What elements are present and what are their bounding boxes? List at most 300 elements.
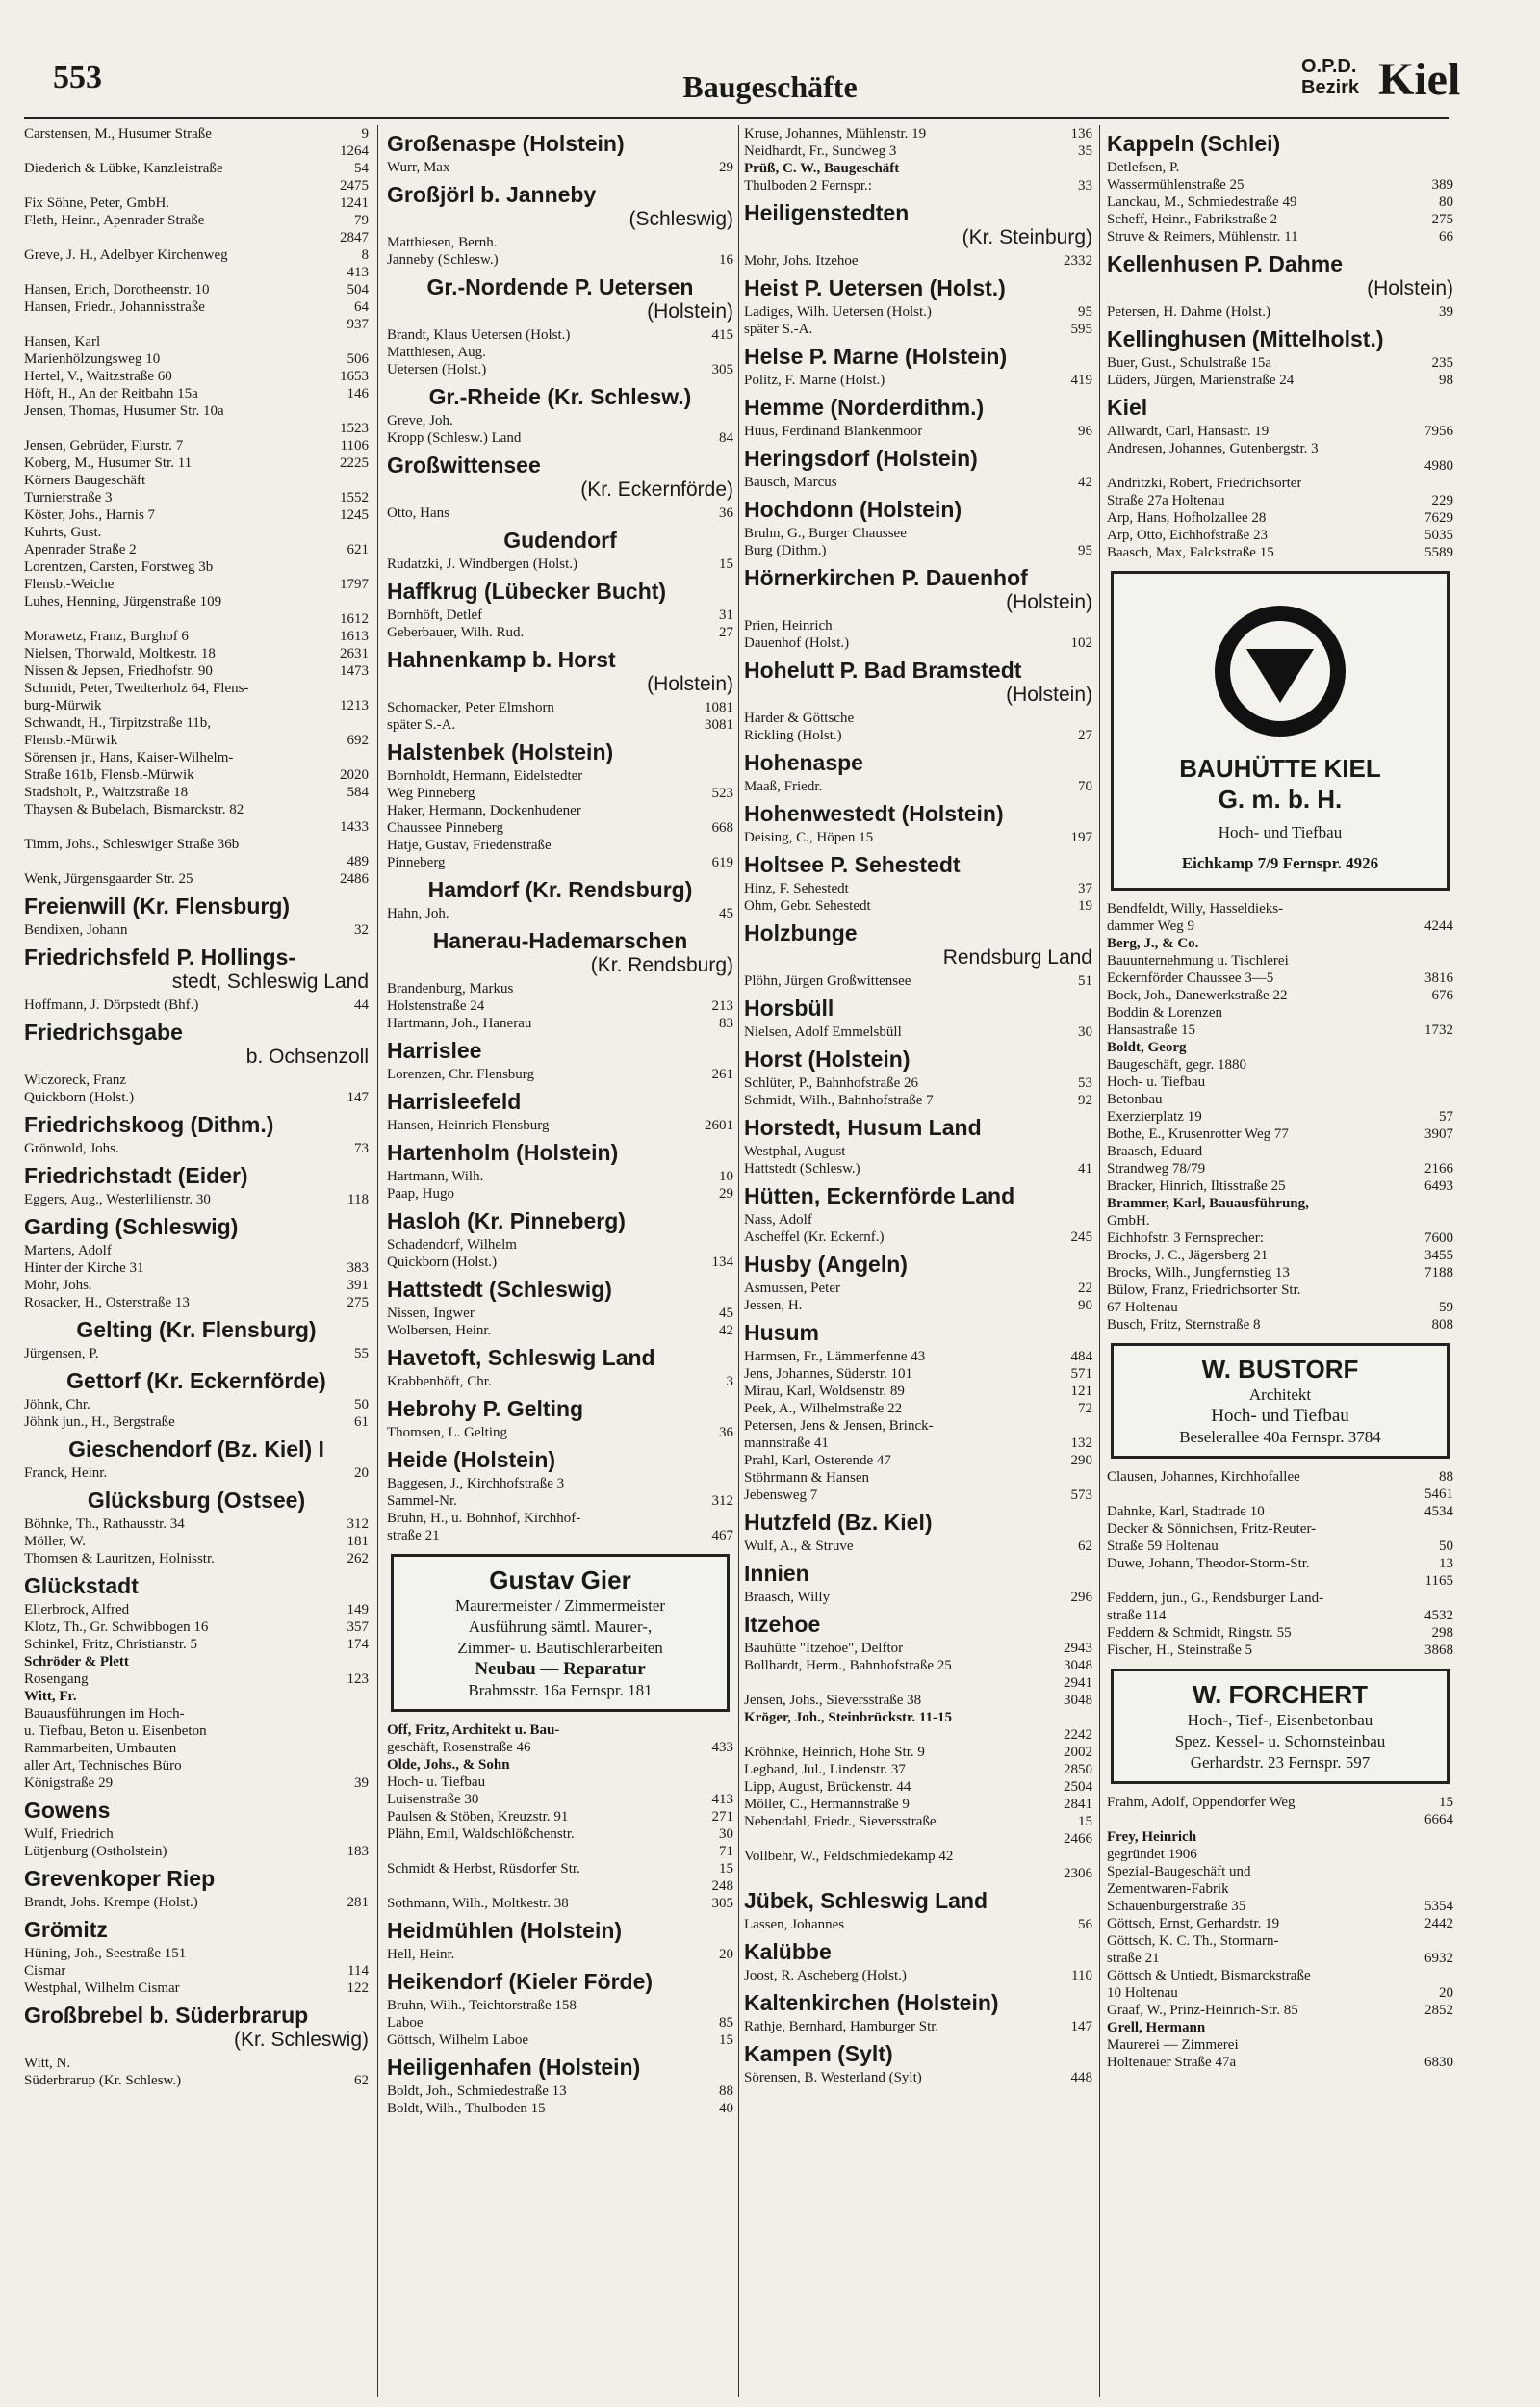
entry-phone: 15 <box>1439 1795 1453 1810</box>
entry-name: gegründet 1906 <box>1107 1847 1197 1862</box>
entry-phone: 147 <box>346 1090 369 1105</box>
list-item <box>24 610 369 628</box>
list-item <box>24 1894 369 1911</box>
entry-name: Göttsch, K. C. Th., Stormarn- <box>1107 1933 1279 1949</box>
place-heading: Friedrichsgabe <box>24 1020 183 1045</box>
list-item <box>387 1808 733 1825</box>
entry-phone: 122 <box>346 1980 369 1996</box>
entry-name: Frey, Heinrich <box>1107 1829 1197 1845</box>
entry-phone <box>363 1072 369 1089</box>
entry-name: Hoch- u. Tiefbau <box>387 1774 486 1790</box>
entry-phone: 2941 <box>1064 1675 1092 1691</box>
entry-name: Neidhardt, Fr., Sundweg 3 <box>744 143 897 159</box>
entry-name: Ascheffel (Kr. Eckernf.) <box>744 1229 885 1245</box>
entry-name: Brandenburg, Markus <box>387 981 514 996</box>
place-heading: Heist P. Uetersen (Holst.) <box>744 275 1006 300</box>
entry-phone: 20 <box>354 1465 369 1481</box>
entry-phone <box>1087 710 1092 727</box>
entry-name: Grell, Hermann <box>1107 2020 1206 2035</box>
entry-phone: 2631 <box>340 646 369 661</box>
list-item <box>1107 176 1453 194</box>
entry-phone <box>728 1721 733 1739</box>
entry-phone: 621 <box>346 542 369 557</box>
entry-phone: 248 <box>711 1878 733 1894</box>
entry-phone: 197 <box>1070 830 1092 845</box>
entry-phone: 1241 <box>340 195 369 211</box>
entry-phone: 2850 <box>1064 1762 1092 1777</box>
list-item <box>24 1653 369 1670</box>
list-item <box>744 252 1092 270</box>
list-item <box>24 1636 369 1653</box>
entry-name: Straße 161b, Flensb.-Mürwik <box>24 767 194 783</box>
entry-phone: 92 <box>1078 1093 1092 1108</box>
place-heading: Heikendorf (Kieler Förde) <box>387 1969 654 1994</box>
place-heading: Kampen (Sylt) <box>744 2041 893 2066</box>
entry-phone <box>363 836 369 853</box>
list-item <box>387 1997 733 2014</box>
list-item <box>24 1345 369 1362</box>
place-heading: Kaltenkirchen (Holstein) <box>744 1990 999 2015</box>
entry-phone: 3816 <box>1424 971 1453 986</box>
entry-name: Bauhütte "Itzehoe", Delftor <box>744 1641 904 1656</box>
entry-name: Baugeschäft, gegr. 1880 <box>1107 1057 1246 1073</box>
entry-phone: 20 <box>719 1947 733 1962</box>
list-item <box>744 542 1092 559</box>
entry-name: Holstenstraße 24 <box>387 998 485 1014</box>
place-heading: Friedrichstadt (Eider) <box>24 1163 248 1188</box>
list-item <box>1107 2054 1453 2071</box>
list-item <box>744 1674 1092 1692</box>
entry-phone: 54 <box>354 161 369 176</box>
entry-phone <box>1448 440 1453 457</box>
entry-phone: 181 <box>346 1534 369 1549</box>
place-heading: Hütten, Eckernförde Land <box>744 1183 1015 1208</box>
list-item <box>1107 527 1453 544</box>
entry-name: Kruse, Johannes, Mühlenstr. 19 <box>744 126 927 142</box>
entry-name: Scheff, Heinr., Fabrikstraße 2 <box>1107 212 1278 227</box>
list-item <box>1107 544 1453 561</box>
entry-phone: 213 <box>711 998 733 1014</box>
list-item <box>744 142 1092 160</box>
entry-phone <box>728 802 733 819</box>
column-1 <box>24 125 369 2397</box>
list-item <box>387 1791 733 1808</box>
entry-phone <box>728 1997 733 2014</box>
page-title: Baugeschäfte <box>682 69 858 104</box>
entry-phone <box>1448 1091 1453 1108</box>
entry-name: Hatje, Gustav, Friedenstraße <box>387 838 552 853</box>
entry-phone: 2847 <box>340 230 369 246</box>
place-heading: Hebrohy P. Gelting <box>387 1396 584 1421</box>
entry-phone <box>1448 1039 1453 1056</box>
list-item <box>744 1709 1092 1726</box>
entry-phone: 6830 <box>1424 2055 1453 2070</box>
place-heading: Gudendorf <box>503 528 617 553</box>
place-heading: Hemme (Norderdithm.) <box>744 395 985 420</box>
entry-name: Fix Söhne, Peter, GmbH. <box>24 195 170 211</box>
list-item <box>24 350 369 368</box>
list-item <box>387 802 733 819</box>
place-subheading: (Holstein) <box>1367 277 1453 299</box>
entry-phone: 1473 <box>340 663 369 679</box>
place-heading: Hohenwestedt (Holstein) <box>744 801 1004 826</box>
entry-name: Janneby (Schlesw.) <box>387 252 499 268</box>
list-item <box>1107 1316 1453 1333</box>
place-heading: Hamdorf (Kr. Rendsburg) <box>427 877 693 902</box>
list-item <box>24 558 369 576</box>
entry-phone: 27 <box>1078 728 1092 743</box>
entry-name: Zementwaren-Fabrik <box>1107 1881 1229 1897</box>
entry-name: Harder & Göttsche <box>744 711 855 726</box>
entry-phone: 27 <box>719 625 733 640</box>
list-item <box>24 1294 369 1311</box>
entry-name: Jöhnk, Chr. <box>24 1397 90 1412</box>
list-item <box>387 785 733 802</box>
list-item <box>24 593 369 610</box>
entry-name: Boldt, Georg <box>1107 1040 1187 1055</box>
entry-name: Wulf, Friedrich <box>24 1826 114 1842</box>
list-item <box>24 2072 369 2089</box>
entry-phone: 383 <box>346 1260 369 1276</box>
entry-name: Nielsen, Thorwald, Moltkestr. 18 <box>24 646 216 661</box>
entry-name: später S.-A. <box>744 322 813 337</box>
entry-name: Schomacker, Peter Elmshorn <box>387 700 554 715</box>
entry-name: Graaf, W., Prinz-Heinrich-Str. 85 <box>1107 2003 1298 2018</box>
entry-name: Rosacker, H., Osterstraße 13 <box>24 1295 190 1310</box>
list-item <box>1107 1984 1453 2002</box>
entry-name: Brandt, Klaus Uetersen (Holst.) <box>387 327 571 343</box>
list-item <box>744 2018 1092 2035</box>
place-heading: Heiligenhafen (Holstein) <box>387 2055 641 2080</box>
ad-company-name: Gustav Gier <box>489 1566 631 1594</box>
entry-phone <box>1448 1143 1453 1160</box>
entry-name: Kropp (Schlesw.) Land <box>387 430 522 446</box>
entry-phone: 45 <box>719 906 733 921</box>
column-4 <box>1107 125 1453 2397</box>
entry-name: Petersen, Jens & Jensen, Brinck- <box>744 1418 934 1434</box>
entry-phone: 88 <box>1439 1469 1453 1485</box>
place-subheading: (Kr. Steinburg) <box>962 226 1092 248</box>
list-item <box>24 1515 369 1533</box>
list-item <box>24 333 369 350</box>
entry-phone: 1613 <box>340 629 369 644</box>
entry-phone: 121 <box>1070 1384 1092 1399</box>
entry-name: Bruhn, Wilh., Teichtorstraße 158 <box>387 1998 577 2013</box>
entry-name: Thomsen, L. Gelting <box>387 1425 507 1440</box>
entry-phone: 504 <box>346 282 369 298</box>
entry-name: Off, Fritz, Architekt u. Bau- <box>387 1722 560 1738</box>
list-item <box>24 1825 369 1843</box>
entry-name: GmbH. <box>1107 1213 1150 1229</box>
entry-phone: 2486 <box>340 871 369 887</box>
advertisement-forchert <box>1111 1669 1450 1784</box>
entry-phone <box>1448 1195 1453 1212</box>
list-item <box>387 556 733 573</box>
entry-phone: 1732 <box>1424 1022 1453 1038</box>
entry-name: Andritzki, Robert, Friedrichsorter <box>1107 476 1302 491</box>
ad-line: Spez. Kessel- u. Schornsteinbau <box>1174 1732 1386 1750</box>
list-item <box>1107 900 1453 918</box>
entry-name: Exerzierplatz 19 <box>1107 1109 1202 1125</box>
entry-name: Witt, Fr. <box>24 1689 77 1704</box>
list-item <box>24 368 369 385</box>
place-heading: Innien <box>744 1561 809 1586</box>
entry-phone: 808 <box>1431 1317 1453 1333</box>
entry-phone: 391 <box>346 1278 369 1293</box>
list-item <box>387 1825 733 1843</box>
ad-line: Brahmsstr. 16a Fernspr. 181 <box>468 1681 653 1699</box>
entry-phone: 668 <box>711 820 733 836</box>
entry-name: Paulsen & Stöben, Kreuzstr. 91 <box>387 1809 569 1825</box>
entry-name: Straße 59 Holtenau <box>1107 1539 1219 1554</box>
entry-name: Rammarbeiten, Umbauten <box>24 1741 177 1756</box>
entry-name: Mohr, Johs. Itzehoe <box>744 253 859 269</box>
entry-phone <box>728 234 733 251</box>
entry-phone <box>1087 617 1092 634</box>
list-item <box>1107 2002 1453 2019</box>
entry-name: Vollbehr, W., Feldschmiedekamp 42 <box>744 1849 954 1864</box>
place-subheading: (Schleswig) <box>629 208 733 230</box>
list-item <box>1107 1126 1453 1143</box>
list-item <box>744 1400 1092 1417</box>
entry-phone: 2332 <box>1064 253 1092 269</box>
list-item <box>1107 492 1453 509</box>
place-subheading: (Holstein) <box>1006 684 1092 706</box>
entry-name: Frahm, Adolf, Oppendorfer Weg <box>1107 1795 1296 1810</box>
entry-name: Wassermühlenstraße 25 <box>1107 177 1245 193</box>
list-item <box>1107 2036 1453 2054</box>
entry-phone <box>363 1705 369 1722</box>
entry-name: Prahl, Karl, Osterende 47 <box>744 1453 891 1468</box>
entry-phone <box>363 1653 369 1670</box>
entry-name: Westphal, Wilhelm Cismar <box>24 1980 180 1996</box>
list-item <box>387 361 733 378</box>
entry-name: Kröger, Joh., Steinbrückstr. 11-15 <box>744 1710 952 1725</box>
list-item <box>1107 1195 1453 1212</box>
list-item <box>744 1280 1092 1297</box>
entry-phone: 584 <box>346 785 369 800</box>
entry-phone <box>728 767 733 785</box>
place-heading: Großenaspe (Holstein) <box>387 131 625 156</box>
entry-name: Wulf, A., & Struve <box>744 1539 854 1554</box>
entry-name: Jens, Johannes, Süderstr. 101 <box>744 1366 912 1382</box>
entry-name: Weg Pinneberg <box>387 786 475 801</box>
advertisement-bauhuette-kiel <box>1111 571 1450 891</box>
entry-name: Morawetz, Franz, Burghof 6 <box>24 629 189 644</box>
entry-phone <box>1087 1709 1092 1726</box>
entry-name: Otto, Hans <box>387 505 449 521</box>
entry-phone: 2225 <box>340 455 369 471</box>
place-heading: Garding (Schleswig) <box>24 1214 239 1239</box>
entry-name: Allwardt, Carl, Hansastr. 19 <box>1107 424 1270 439</box>
entry-phone: 57 <box>1439 1109 1453 1125</box>
entry-phone: 95 <box>1078 543 1092 558</box>
entry-name: Hoch- u. Tiefbau <box>1107 1074 1206 1090</box>
entry-phone: 50 <box>354 1397 369 1412</box>
list-item <box>387 2032 733 2049</box>
list-item <box>387 234 733 251</box>
list-item <box>744 617 1092 634</box>
entry-name: Andresen, Johannes, Gutenbergstr. 3 <box>1107 441 1319 456</box>
entry-name: Duwe, Johann, Theodor-Storm-Str. <box>1107 1556 1310 1571</box>
entry-phone: 2943 <box>1064 1641 1092 1656</box>
entry-phone: 16 <box>719 252 733 268</box>
entry-name: Bauunternehmung u. Tischlerei <box>1107 953 1289 969</box>
entry-phone: 298 <box>1431 1625 1453 1641</box>
entry-name: straße 21 <box>387 1528 440 1543</box>
list-item <box>387 326 733 344</box>
entry-name: Hartmann, Wilh. <box>387 1169 484 1184</box>
list-item <box>24 524 369 541</box>
place-heading: Heidmühlen (Holstein) <box>387 1918 623 1943</box>
place-heading: Hasloh (Kr. Pinneberg) <box>387 1208 626 1233</box>
list-item <box>1107 1178 1453 1195</box>
list-item <box>744 710 1092 727</box>
entry-name: Bracker, Hinrich, Iltisstraße 25 <box>1107 1178 1286 1194</box>
entry-phone <box>1448 1074 1453 1091</box>
entry-phone: 33 <box>1078 178 1092 194</box>
entry-phone: 96 <box>1078 424 1092 439</box>
list-item <box>24 142 369 160</box>
entry-name: Petersen, H. Dahme (Holst.) <box>1107 304 1270 320</box>
entry-phone: 174 <box>346 1637 369 1652</box>
entry-phone: 7600 <box>1424 1230 1453 1246</box>
list-item <box>24 194 369 212</box>
list-item <box>24 1843 369 1860</box>
entry-phone: 132 <box>1070 1436 1092 1451</box>
list-item <box>387 1739 733 1756</box>
entry-phone: 692 <box>346 733 369 748</box>
entry-phone: 15 <box>1078 1814 1092 1829</box>
entry-name: Sothmann, Wilh., Moltkestr. 38 <box>387 1896 569 1911</box>
place-heading: Kellenhusen P. Dahme <box>1107 251 1343 276</box>
bezirk-line: Bezirk <box>1301 77 1360 98</box>
entry-phone: 261 <box>711 1067 733 1082</box>
entry-phone: 42 <box>719 1323 733 1338</box>
list-item <box>1107 1572 1453 1590</box>
entry-phone: 36 <box>719 1425 733 1440</box>
list-item <box>744 1297 1092 1314</box>
entry-phone: 1245 <box>340 507 369 523</box>
list-item <box>744 1469 1092 1487</box>
list-item <box>24 1757 369 1774</box>
entry-name: Mohr, Johs. <box>24 1278 92 1293</box>
entry-name: Klotz, Th., Gr. Schwibbogen 16 <box>24 1619 209 1635</box>
entry-phone: 84 <box>719 430 733 446</box>
entry-name: Brocks, J. C., Jägersberg 21 <box>1107 1248 1269 1263</box>
list-item <box>744 1160 1092 1178</box>
entry-phone: 146 <box>346 386 369 401</box>
list-item <box>1107 211 1453 228</box>
list-item <box>24 1688 369 1705</box>
list-item <box>387 1254 733 1271</box>
list-item <box>387 1475 733 1492</box>
list-item <box>744 1229 1092 1246</box>
entry-name: Boddin & Lorenzen <box>1107 1005 1222 1021</box>
list-item <box>744 1796 1092 1813</box>
list-item <box>24 680 369 697</box>
entry-name: Schauenburgerstraße 35 <box>1107 1899 1246 1914</box>
entry-name: straße 114 <box>1107 1608 1167 1623</box>
entry-name: Hartmann, Joh., Hanerau <box>387 1016 532 1031</box>
entry-name: Böhnke, Th., Rathausstr. 34 <box>24 1516 185 1532</box>
entry-phone: 448 <box>1070 2070 1092 2085</box>
entry-name: Boldt, Joh., Schmiedestraße 13 <box>387 2083 567 2099</box>
entry-phone: 22 <box>1078 1281 1092 1296</box>
entry-phone <box>1448 1932 1453 1950</box>
entry-name: Jessen, H. <box>744 1298 803 1313</box>
entry-phone: 523 <box>711 786 733 801</box>
entry-name: Stadsholt, P., Waitzstraße 18 <box>24 785 189 800</box>
entry-name: Schinkel, Fritz, Christianstr. 5 <box>24 1637 197 1652</box>
entry-phone <box>1087 1143 1092 1160</box>
entry-phone: 2841 <box>1064 1797 1092 1812</box>
entry-phone: 2466 <box>1064 1831 1092 1847</box>
entry-name: Brammer, Karl, Bauausführung, <box>1107 1196 1309 1211</box>
entry-phone: 71 <box>719 1844 733 1859</box>
list-item <box>24 1072 369 1089</box>
list-item <box>24 281 369 298</box>
list-item <box>24 870 369 888</box>
entry-phone: 571 <box>1070 1366 1092 1382</box>
list-item <box>24 420 369 437</box>
entry-name: Politz, F. Marne (Holst.) <box>744 373 886 388</box>
entry-name: mannstraße 41 <box>744 1436 829 1451</box>
list-item <box>387 767 733 785</box>
entry-name: Westphal, August <box>744 1144 846 1159</box>
entry-phone: 51 <box>1078 973 1092 989</box>
entry-name: Wiczoreck, Franz <box>24 1073 127 1088</box>
list-item <box>24 853 369 870</box>
entry-phone: 489 <box>346 854 369 869</box>
place-heading: Kalübbe <box>744 1939 832 1964</box>
list-item <box>24 628 369 645</box>
entry-name: dammer Weg 9 <box>1107 919 1194 934</box>
entry-name: Feddern & Schmidt, Ringstr. 55 <box>1107 1625 1292 1641</box>
list-item <box>24 1618 369 1636</box>
entry-name: Strandweg 78/79 <box>1107 1161 1206 1177</box>
place-heading: Kiel <box>1107 395 1148 420</box>
entry-name: Boldt, Wilh., Thulboden 15 <box>387 2101 546 2116</box>
place-subheading: (Holstein) <box>647 673 733 695</box>
entry-name: Timm, Johs., Schleswiger Straße 36b <box>24 837 240 852</box>
entry-phone: 44 <box>354 997 369 1013</box>
entry-phone: 45 <box>719 1306 733 1321</box>
list-item <box>1107 1143 1453 1160</box>
place-subheading: stedt, Schleswig Land <box>171 971 369 993</box>
entry-name: Hansen, Friedr., Johannisstraße <box>24 299 205 315</box>
entry-phone: 1106 <box>340 438 369 453</box>
entry-name: Nielsen, Adolf Emmelsbüll <box>744 1024 902 1040</box>
list-item <box>387 1510 733 1527</box>
list-item <box>387 2100 733 2117</box>
list-item <box>1107 194 1453 211</box>
entry-phone: 3907 <box>1424 1126 1453 1142</box>
entry-phone <box>728 980 733 997</box>
entry-name: Hattstedt (Schlesw.) <box>744 1161 860 1177</box>
list-item <box>387 1721 733 1739</box>
list-item <box>744 634 1092 652</box>
list-item <box>24 246 369 264</box>
list-item <box>387 251 733 269</box>
entry-name: Schmidt, Wilh., Bahnhofstraße 7 <box>744 1093 934 1108</box>
list-item <box>1107 1898 1453 1915</box>
entry-phone: 413 <box>711 1792 733 1807</box>
entry-name: Hoffmann, J. Dörpstedt (Bhf.) <box>24 997 199 1013</box>
entry-phone: 136 <box>1070 126 1092 142</box>
entry-phone: 31 <box>719 608 733 623</box>
place-subheading: (Kr. Eckernförde) <box>580 479 733 501</box>
